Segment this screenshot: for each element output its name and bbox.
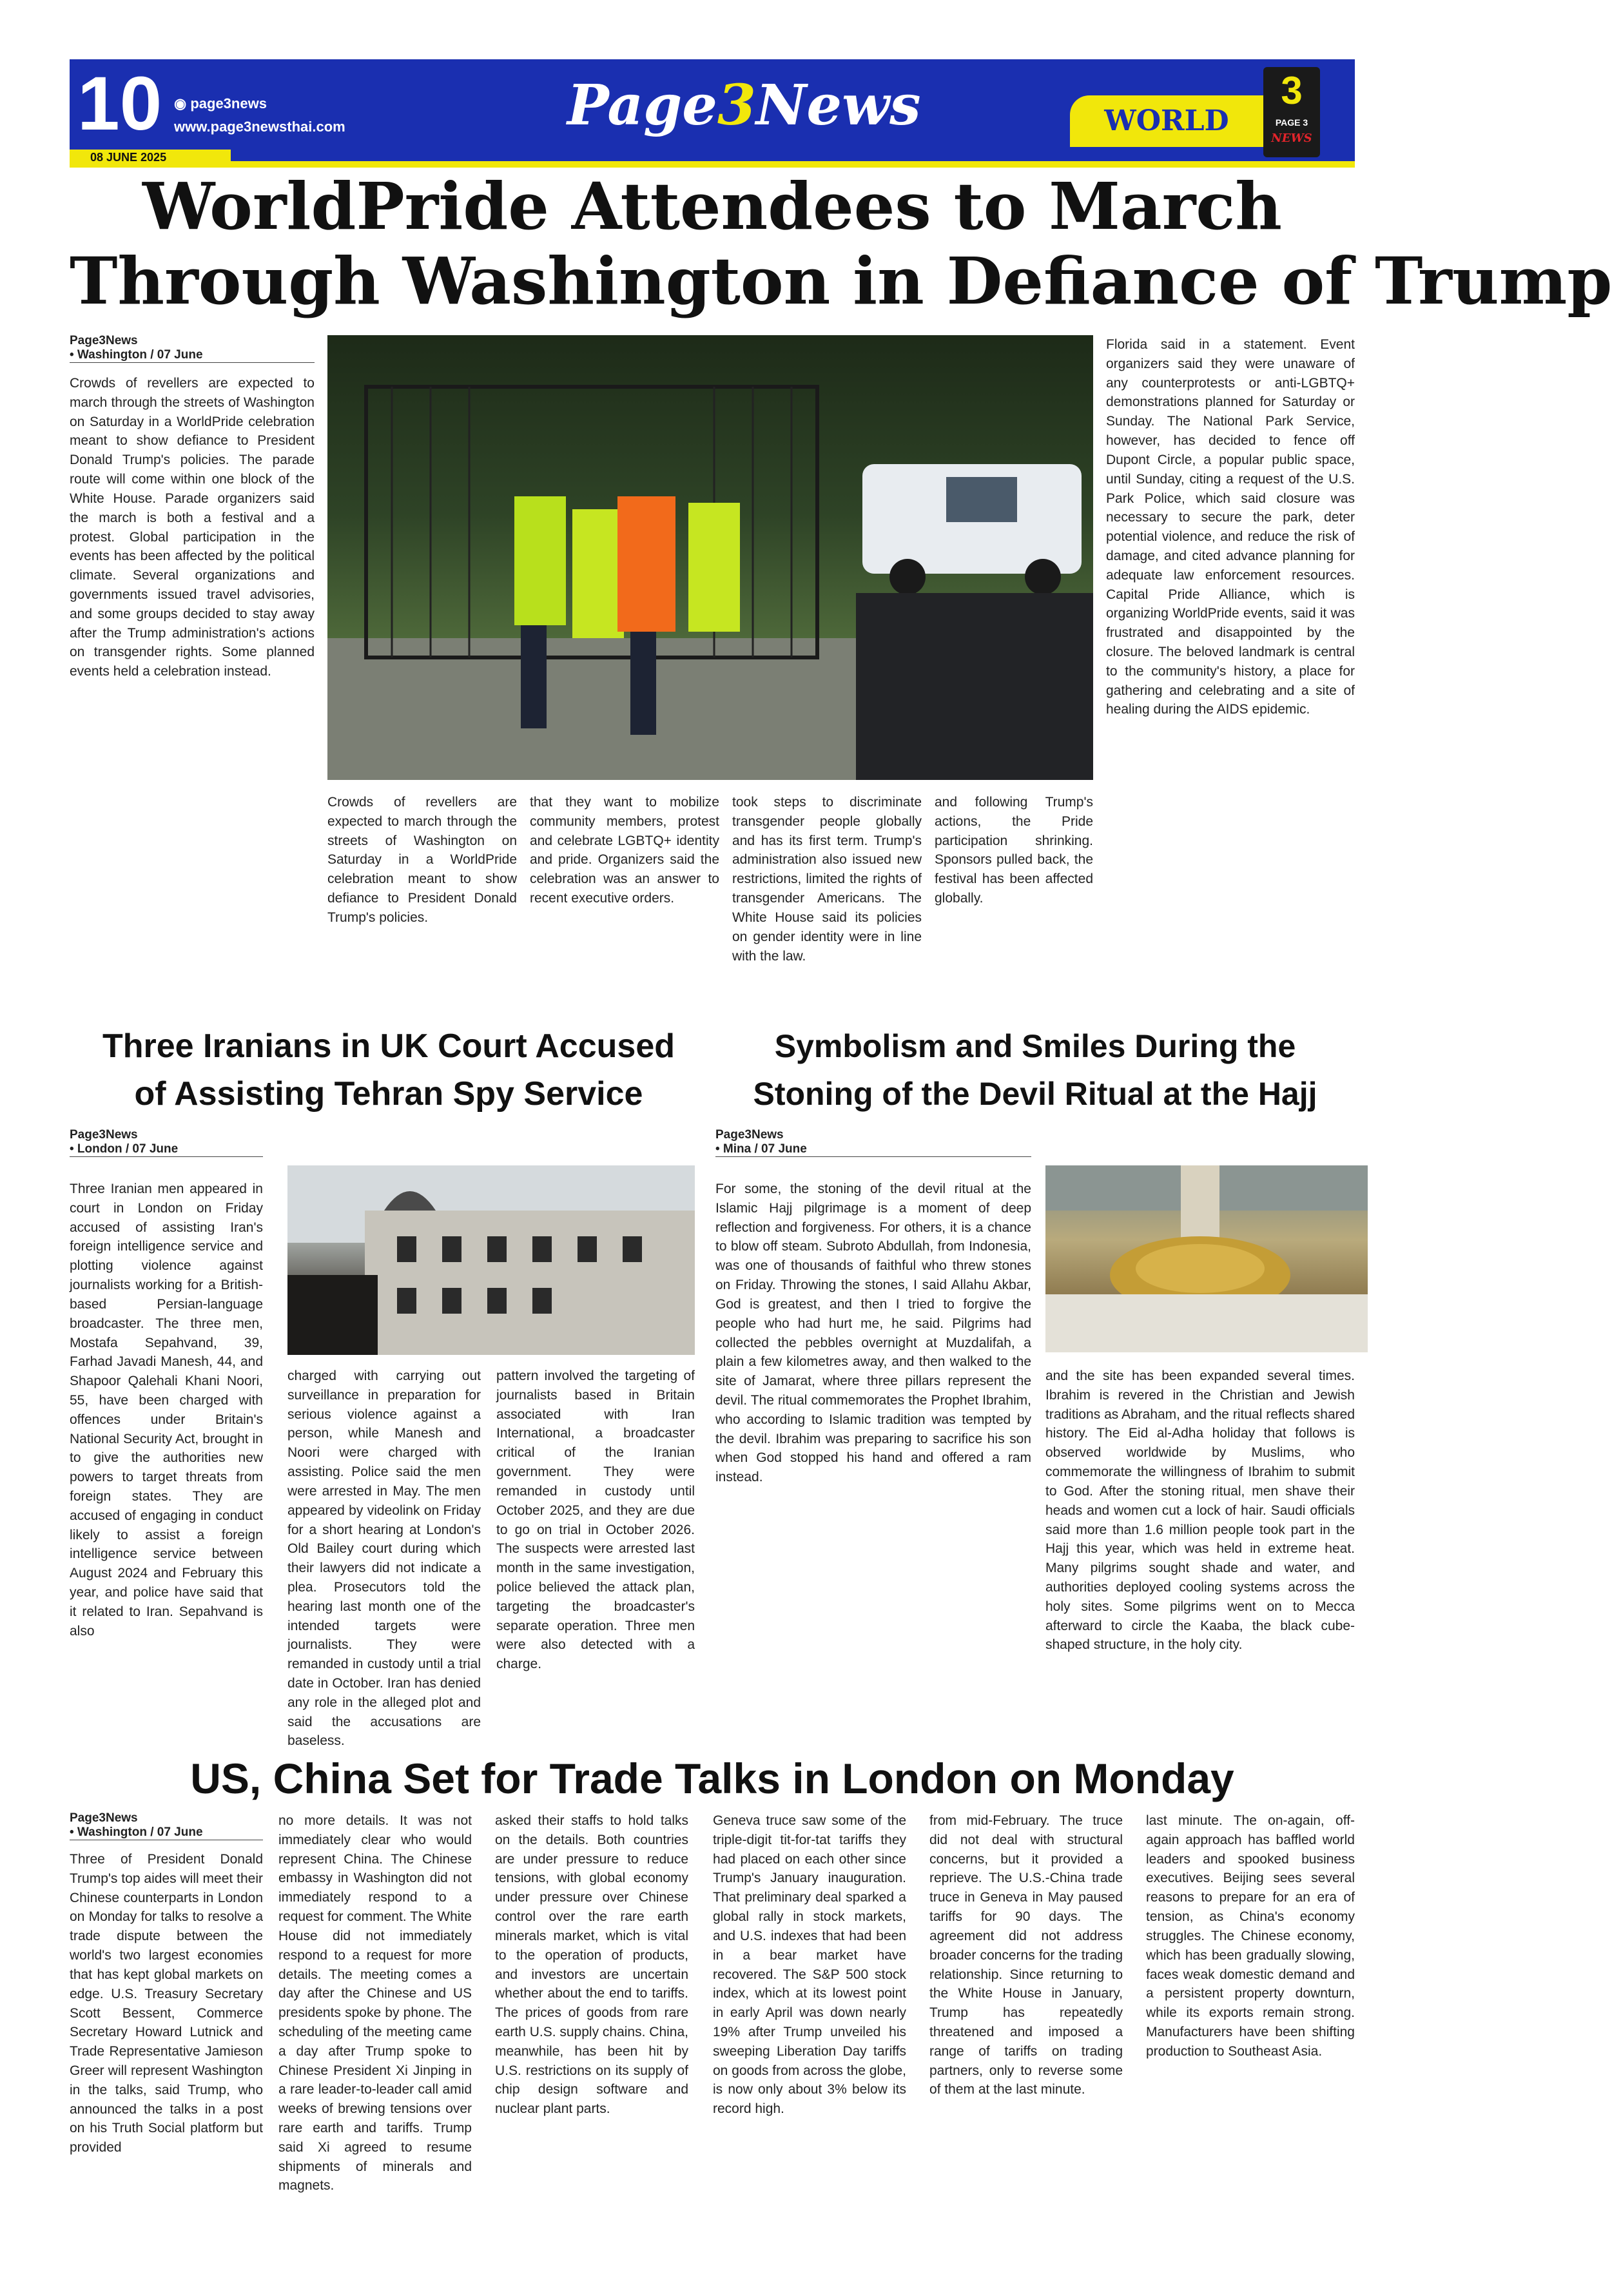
newspaper-logo[interactable]: Page3News	[567, 73, 921, 138]
iran-story-column-1: Three Iranian men appeared in court in London on Friday accused of assisting Iran's foreign intelligence service and plotting violence against journalists working for a British-based Persian-language broadcaster. The three men, Mostafa Sepahvand, 39, Farhad Javadi Manesh, 44, and Shapoor Qalehali Khani Noori, 55, have been charged with offences under Britain's National Security Act, brought in to give the authorities new powers to target threats from foreign states. They are accused of engaging in conduct likely to assist a foreign intelligence service between August 2024 and February this year, and police have said that it related to Iran. Sepahvand is also	[70, 1182, 263, 1639]
lead-lower-column-c: took steps to discriminate transgender people globally and has its first term. Trump's administration also issued new restrictions, limited the rights of transgender Americans. The White House said its policies on gender identity were in line with the law.	[732, 795, 922, 964]
lead-lower-column-a: Crowds of revellers are expected to march through the streets of Washington on Saturday in a WorldPride celebration meant to show defiance to President Donald Trump's policies.	[327, 795, 517, 925]
lead-lower-column-b: that they want to mobilize community members, protest and celebrate LGBTQ+ identity and pride. Organizers said the celebration was an answer to recent executive orders.	[530, 795, 719, 906]
lead-column-3: Florida said in a statement. Event organizers said they were unaware of any counterprotests or anti-LGBTQ+ demonstrations planned for Saturday or Sunday. The National Park Service, however, has decided to fence off Dupont Circle, a popular public space, until Sunday, citing a request of the U.S. Park Police, which said closure was necessary to secure the park, deter potential violence, and reduce the risk of damage, and cited advance planning for adequate law enforcement resources. Capital Pride Alliance, which is organizing WorldPride events, said it was frustrated and disappointed by the closure. The beloved landmark is central to the community's history, a place for gathering and celebrating and a site of healing during the AIDS epidemic.	[1106, 337, 1355, 717]
lead-column-1: Crowds of revellers are expected to march through the streets of Washington on Saturday in a WorldPride celebration meant to show defiance to President Donald Trump's policies. The parade route will come within one block of the White House. Parade organizers said the march is both a festival and a protest. Global participation in the events has been affected by the political climate. Several organizations and governments issued travel advisories, and some groups decided to stay away after the Trump administration's actions on transgender rights. Some planned events held a celebration instead.	[70, 376, 315, 679]
hajj-story-byline: Page3News • Mina / 07 June	[715, 1128, 1031, 1157]
facebook-icon: ◉	[174, 95, 187, 112]
lead-headline: WorldPride Attendees to March Through Washington in Defiance of Trump	[70, 168, 1612, 319]
iran-story-photo-old-bailey	[287, 1165, 695, 1355]
section-label: WORLD	[1070, 95, 1263, 147]
hajj-story-column-2: and the site has been expanded several times. Ibrahim is revered in the Christian and Jewish traditions as Abraham, and the ritual reflects shared history. The Eid al-Adha holiday that follows is observed worldwide by Muslims, who commemorate the willingness of Ibrahim to submit to God. After the stoning ritual, men shave their heads and women cut a lock of hair. Saudi officials said more than 1.6 million people took part in the Hajj this year, which was held in extreme heat. Many pilgrims sought shade and water, and authorities deployed cooling systems across the holy sites. Some pilgrims went on to Mecca afterward to circle the Kaaba, the black cube-shaped structure, in the holy city.	[1045, 1368, 1355, 1653]
page-number: 10	[77, 61, 162, 146]
iran-story-headline: Three Iranians in UK Court Accused of Assisting Tehran Spy Service	[102, 1027, 675, 1113]
trade-story-headline: US, China Set for Trade Talks in London on Monday	[190, 1755, 1234, 1802]
hajj-photo-illustration	[1045, 1165, 1368, 1352]
page3-badge-logo: 3 PAGE 3 NEWS	[1263, 67, 1320, 157]
trade-story-column-3: asked their staffs to hold talks on the details. Both countries are under pressure to reduce tensions, with global economy under pressure over Chinese control over the rare earth minerals market, which is vital to the operation of products, and investors are uncertain whether about the end to tariffs. The prices of goods from rare earth U.S. supply chains. China, meanwhile, has been hit by U.S. restrictions on its supply of chip design software and nuclear plant parts.	[495, 1813, 688, 2117]
iran-story-column-2: charged with carrying out surveillance in preparation for serious violence against a person, while Manesh and Noori were charged with assisting. Police said the men were arrested in May. The men appeared by videolink on Friday for a short hearing at London's Old Bailey court during which their lawyers did not indicate a plea. Prosecutors told the hearing last month one of the intended targets were journalists. They were remanded in custody until a trial date in October. Iran has denied any role in the alleged plot and said the accusations are baseless.	[287, 1368, 481, 1749]
iran-photo-illustration	[287, 1165, 695, 1355]
iran-story-column-3: pattern involved the targeting of journalists based in Britain associated with Iran International, a broadcaster critical of the Iranian government. They were remanded in custody until October 2025, and they are due to go on trial in October 2026. The suspects were arrested last month in the same investigation, police believed the attack plan, targeting the broadcaster's separate operation. Three men were also detected with a charge.	[496, 1368, 695, 1672]
lead-byline: Page3News • Washington / 07 June	[70, 334, 315, 363]
hajj-story-column-1: For some, the stoning of the devil ritual at the Islamic Hajj pilgrimage is a moment of deep reflection and forgiveness. For others, it is a chance to blow off steam. Subroto Abdullah, from Indonesia, was one of thousands of faithful who threw stones on Friday. Throwing the stones, I said Allahu Akbar, God is greatest, and then I tried to forgive the people who had hurt me, he said. Pilgrims had collected the pebbles overnight at Muzdalifah, a plain a few kilometres away, and then walked to the site of Jamarat, where three pillars represent the devil. The ritual commemorates the Prophet Ibrahim, who according to Islamic tradition was tempted by the devil. Ibrahim was preparing to sacrifice his son when God stopped his hand and offered a ram instead.	[715, 1182, 1031, 1485]
hajj-story-photo-jamarat	[1045, 1165, 1368, 1352]
iran-story-byline: Page3News • London / 07 June	[70, 1128, 263, 1157]
lead-photo-illustration	[327, 335, 1093, 780]
trade-story-column-5: from mid-February. The truce did not deal with structural concerns, but it provided a reprieve. The U.S.-China trade truce in Geneva in May paused tariffs for 90 days. The agreement did not address broader concerns for the trading relationship. Since returning to the White House in January, Trump has repeatedly threatened and imposed a range of tariffs on trading partners, only to reverse some of them at the last minute.	[929, 1813, 1123, 2097]
trade-story-column-2: no more details. It was not immediately clear who would represent China. The Chinese embassy in Washington did not immediately respond to a request for comment. The White House did not immediately respond to a request for more details. The meeting comes a day after the Chinese and US presidents spoke by phone. The scheduling of the meeting came a day after Trump spoke to Chinese President Xi Jinping in a rare leader-to-leader call amid weeks of brewing tensions over rare earth and tariffs. Trump said Xi agreed to resume shipments of minerals and magnets.	[278, 1813, 472, 2194]
lead-photo-workers-fencing	[327, 335, 1093, 780]
hajj-story-headline: Symbolism and Smiles During the Stoning of the Devil Ritual at the Hajj	[753, 1028, 1317, 1112]
trade-story-column-4: Geneva truce saw some of the triple-digit tit-for-tat tariffs they had placed on each other since Trump's January inauguration. That preliminary deal sparked a global rally in stock markets, and U.S. indexes that had been in a bear market have recovered. The S&P 500 stock index, which at its lowest point in early April was down nearly 19% after Trump unveiled his sweeping Liberation Day tariffs on goods from across the globe, is now only about 3% below its record high.	[713, 1813, 907, 2117]
trade-story-column-1: Three of President Donald Trump's top aides will meet their Chinese counterparts in London on Monday for talks to resolve a trade dispute between the world's two largest economies that has kept global markets on edge. U.S. Treasury Secretary Scott Bessent, Commerce Secretary Howard Lutnick and Trade Representative Jamieson Greer will represent Washington in the talks, said Trump, who announced the talks in a post on his Truth Social platform but provided	[70, 1852, 263, 2155]
website-link[interactable]: www.page3newsthai.com	[174, 119, 345, 135]
issue-date: 08 JUNE 2025	[70, 150, 231, 165]
lead-lower-column-d: and following Trump's actions, the Pride participation shrinking. Sponsors pulled back, the festival has been affected globally.	[935, 795, 1093, 906]
social-handle[interactable]: ◉ page3news	[174, 95, 267, 112]
trade-story-byline: Page3News • Washington / 07 June	[70, 1811, 263, 1840]
trade-story-column-6: last minute. The on-again, off-again approach has baffled world leaders and spooked business executives. Beijing sees several reasons to prepare for an era of tension, as China's economy struggles. The Chinese economy, which has been gradually slowing, faces weak domestic demand and a persistent property downturn, while its exports remain strong. Manufacturers have been shifting production to Southeast Asia.	[1146, 1813, 1355, 2059]
